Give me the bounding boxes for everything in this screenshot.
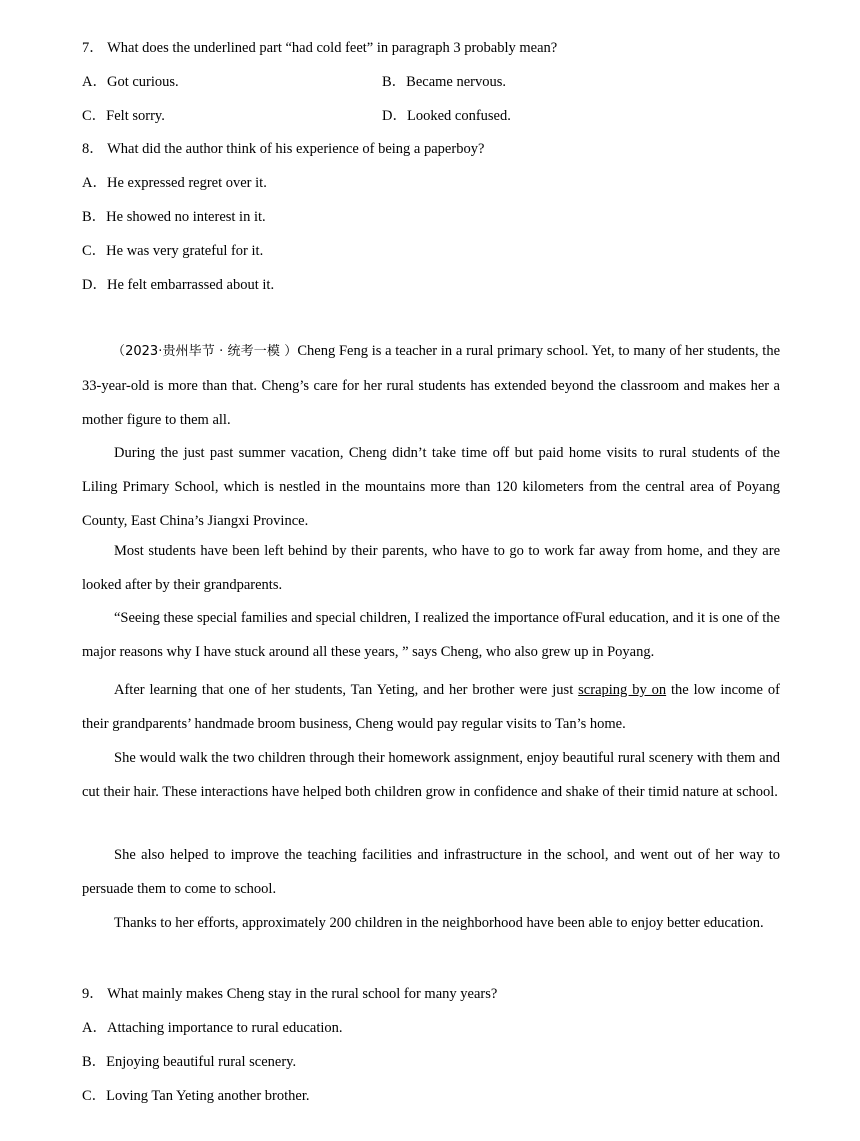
option-label: D． (382, 108, 407, 124)
underlined-phrase: scraping by on (578, 682, 667, 698)
option-text: He felt embarrassed about it. (106, 277, 275, 293)
option-label: B． (82, 1054, 107, 1070)
option-text: Became nervous. (406, 74, 507, 90)
q9-option-b (82, 1050, 296, 1071)
option-label: A． (82, 175, 107, 191)
q7-option-a (82, 70, 179, 91)
passage-paragraph-5 (82, 673, 780, 741)
passage-paragraph-7: She also helped to improve the teaching facilities and infrastructure in the school, and went out of her way to persuade them to come to school. (82, 847, 780, 897)
q7-option-b (382, 70, 506, 91)
question-8: 8． What did the author think of his experience of being a paperboy? (82, 141, 485, 157)
q8-option-a (82, 171, 267, 192)
option-label: A． (82, 74, 107, 90)
q7-option-c (82, 104, 165, 125)
p5-text-before: After learning that one of her students, Tan Yeting, and her brother were just (114, 682, 579, 698)
passage-source: （2023·贵州毕节 · 统考一模 ） (112, 344, 298, 359)
option-label: A． (82, 1020, 107, 1036)
q9-option-c (82, 1084, 309, 1105)
option-text: He expressed regret over it. (106, 175, 267, 191)
option-label: C． (82, 1088, 107, 1104)
option-text: He showed no interest in it. (106, 209, 266, 225)
q8-option-b (82, 205, 266, 226)
option-text: Got curious. (106, 74, 179, 90)
passage-p1-text: Cheng Feng is a teacher in a rural primary school. Yet, to many of her students, the 33-year-old is more than that. Cheng’s care for her rural students has extended beyond the classroom and makes her a mother figure to them all. (82, 343, 781, 428)
passage-paragraph-2: During the just past summer vacation, Cheng didn’t take time off but paid home visits to rural students of the Liling Primary School, which is nestled in the mountains more than 120 kilometers from the central area of Poyang County, East China’s Jiangxi Province. (82, 445, 780, 529)
passage-paragraph-3: Most students have been left behind by their parents, who have to go to work far away from home, and they are looked after by their grandparents. (82, 543, 780, 593)
passage-paragraph-6: She would walk the two children through their homework assignment, enjoy beautiful rural scenery with them and cut their hair. These interactions have helped both children grow in confidence and shake of their timid nature at school. (82, 750, 780, 800)
option-text: Attaching importance to rural education. (106, 1020, 343, 1036)
option-text: Looked confused. (406, 108, 511, 124)
question-7: 7． What does the underlined part “had cold feet” in paragraph 3 probably mean? (82, 40, 558, 56)
option-label: B． (382, 74, 407, 90)
option-text: He was very grateful for it. (106, 243, 264, 259)
q9-option-a (82, 1016, 343, 1037)
option-label: D． (82, 277, 107, 293)
passage-paragraph-8: Thanks to her efforts, approximately 200 children in the neighborhood have been able to enjoy better education. (114, 915, 764, 931)
passage-paragraph-4: “Seeing these special families and special children, I realized the importance ofFural education, and it is one of the major reasons why I have stuck around all these years, ” says Cheng, who also grew up in Poyang. (82, 610, 780, 660)
q8-option-c (82, 239, 263, 260)
p5-text-after: the low income of their grandparents’ handmade broom business, Cheng would pay regular visits to Tan’s home. (82, 682, 780, 732)
passage-paragraph-1 (82, 334, 780, 437)
option-label: C． (82, 243, 107, 259)
option-text: Enjoying beautiful rural scenery. (106, 1054, 297, 1070)
option-text: Loving Tan Yeting another brother. (106, 1088, 310, 1104)
option-label: B． (82, 209, 107, 225)
q7-option-d (382, 104, 511, 125)
q8-option-d (82, 273, 274, 294)
option-label: C． (82, 108, 107, 124)
option-text: Felt sorry. (106, 108, 165, 124)
question-9: 9． What mainly makes Cheng stay in the rural school for many years? (82, 986, 498, 1002)
